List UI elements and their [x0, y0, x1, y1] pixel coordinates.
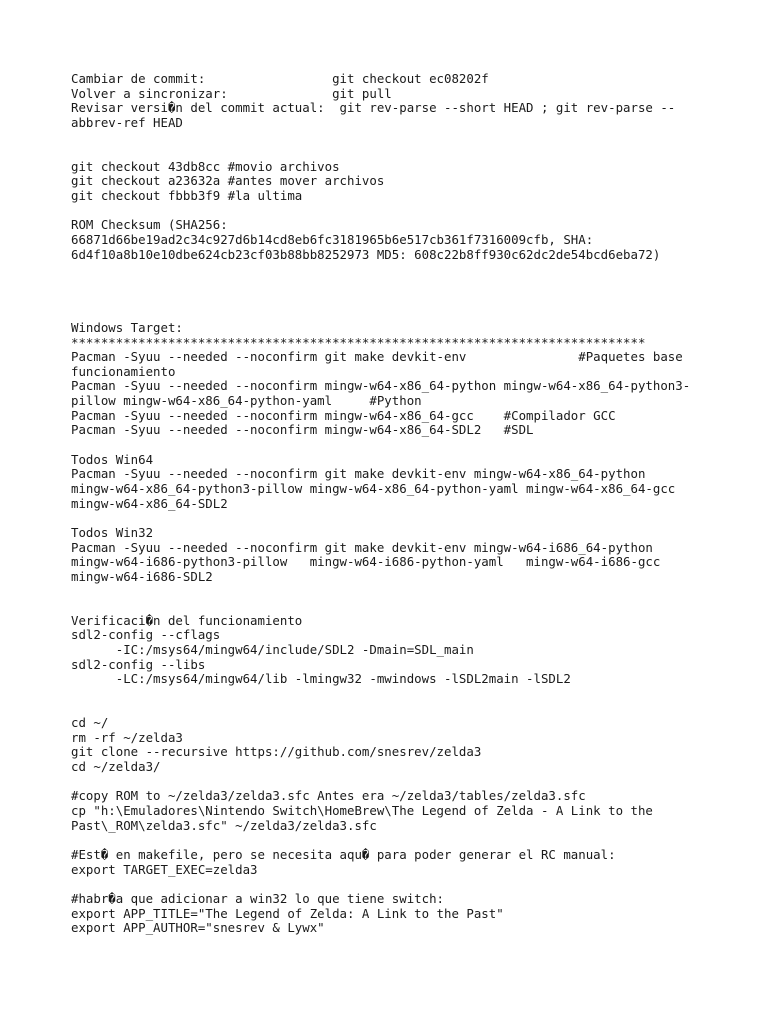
text-line: cd ~/zelda3/	[71, 759, 161, 775]
blank-line	[71, 687, 751, 702]
text-line: Pacman -Syuu --needed --noconfirm mingw-w64-x86_64-gcc #Compilador GCC	[71, 407, 616, 423]
blank-line	[71, 584, 751, 599]
text-line: mingw-w64-x86_64-python3-pillow mingw-w64-x86_64-python-yaml mingw-w64-x86_64-gcc	[71, 480, 676, 496]
blank-line	[71, 204, 751, 219]
text-line: Pacman -Syuu --needed --noconfirm git make devkit-env #Paquetes base	[71, 349, 683, 365]
text-line: ROM Checksum (SHA256:	[71, 217, 228, 233]
text-line: mingw-w64-i686-SDL2	[71, 568, 213, 584]
text-line: 66871d66be19ad2c34c927d6b14cd8eb6fc3181965b6e517cb361f7316009cfb, SHA:	[71, 232, 594, 248]
text-line: Cambiar de commit: git checkout ec08202f	[71, 71, 489, 86]
text-line: Revisar versi�n del commit actual: git rev-parse --short HEAD ; git rev-parse --	[71, 100, 676, 116]
text-line: Windows Target:	[71, 319, 183, 335]
text-line: git checkout fbbb3f9 #la ultima	[71, 188, 303, 204]
text-line: Pacman -Syuu --needed --noconfirm mingw-w64-x86_64-python mingw-w64-x86_64-python3-	[71, 378, 691, 394]
text-line: sdl2-config --cflags	[71, 627, 221, 643]
text-line: cp "h:\Emuladores\Nintendo Switch\HomeBrew\The Legend of Zelda - A Link to the	[71, 803, 653, 819]
blank-line	[71, 131, 751, 146]
text-line: *****************************************************************************	[71, 334, 646, 350]
blank-line	[71, 599, 751, 614]
text-line: cd ~/	[71, 715, 109, 731]
text-line: #copy ROM to ~/zelda3/zelda3.sfc Antes era ~/zelda3/tables/zelda3.sfc	[71, 788, 586, 804]
text-line: #Est� en makefile, pero se necesita aqu� para poder generar el RC manual:	[71, 846, 616, 862]
text-line: Past\_ROM\zelda3.sfc" ~/zelda3/zelda3.sfc	[71, 817, 377, 833]
blank-line	[71, 702, 751, 717]
text-line: funcionamiento	[71, 363, 176, 379]
blank-line	[71, 262, 751, 277]
text-line: sdl2-config --libs	[71, 656, 206, 672]
text-line: git clone --recursive https://github.com/snesrev/zelda3	[71, 744, 482, 760]
text-line: git checkout 43db8cc #movio archivos	[71, 158, 340, 174]
blank-line	[71, 277, 751, 292]
blank-line	[71, 145, 751, 160]
text-line: mingw-w64-i686-python3-pillow mingw-w64-i686-python-yaml mingw-w64-i686-gcc	[71, 554, 661, 570]
blank-line	[71, 292, 751, 307]
text-line: Verificaci�n del funcionamiento	[71, 612, 303, 628]
text-line: Pacman -Syuu --needed --noconfirm git make devkit-env mingw-w64-x86_64-python	[71, 466, 646, 482]
blank-line	[71, 438, 751, 453]
text-line: -LC:/msys64/mingw64/lib -lmingw32 -mwindows -lSDL2main -lSDL2	[71, 671, 571, 687]
text-line: export APP_AUTHOR="snesrev & Lywx"	[71, 920, 325, 936]
text-line: -IC:/msys64/mingw64/include/SDL2 -Dmain=SDL_main	[71, 641, 474, 657]
text-line: #habr�a que adicionar a win32 lo que tiene switch:	[71, 890, 444, 906]
blank-line	[71, 511, 751, 526]
text-line: 6d4f10a8b10e10dbe624cb23cf03b88bb8252973 MD5: 608c22b8ff930c62dc2de54bcd6eba72)	[71, 246, 661, 262]
blank-line	[71, 306, 751, 321]
text-line: export APP_TITLE="The Legend of Zelda: A Link to the Past"	[71, 905, 504, 921]
text-line: Todos Win32	[71, 524, 154, 540]
text-line: abbrev-ref HEAD	[71, 114, 183, 130]
blank-line	[71, 877, 751, 892]
text-line: Todos Win64	[71, 451, 154, 467]
blank-line	[71, 775, 751, 790]
text-line: pillow mingw-w64-x86_64-python-yaml #Python	[71, 393, 422, 409]
text-line: git checkout a23632a #antes mover archivos	[71, 173, 385, 189]
text-line: rm -rf ~/zelda3	[71, 729, 183, 745]
text-line: export TARGET_EXEC=zelda3	[71, 861, 258, 877]
document-page	[71, 72, 751, 936]
blank-line	[71, 833, 751, 848]
text-line: Volver a sincronizar: git pull	[71, 85, 392, 101]
text-line: mingw-w64-x86_64-SDL2	[71, 495, 228, 511]
text-line: Pacman -Syuu --needed --noconfirm mingw-w64-x86_64-SDL2 #SDL	[71, 422, 534, 438]
text-line: Pacman -Syuu --needed --noconfirm git make devkit-env mingw-w64-i686_64-python	[71, 539, 653, 555]
